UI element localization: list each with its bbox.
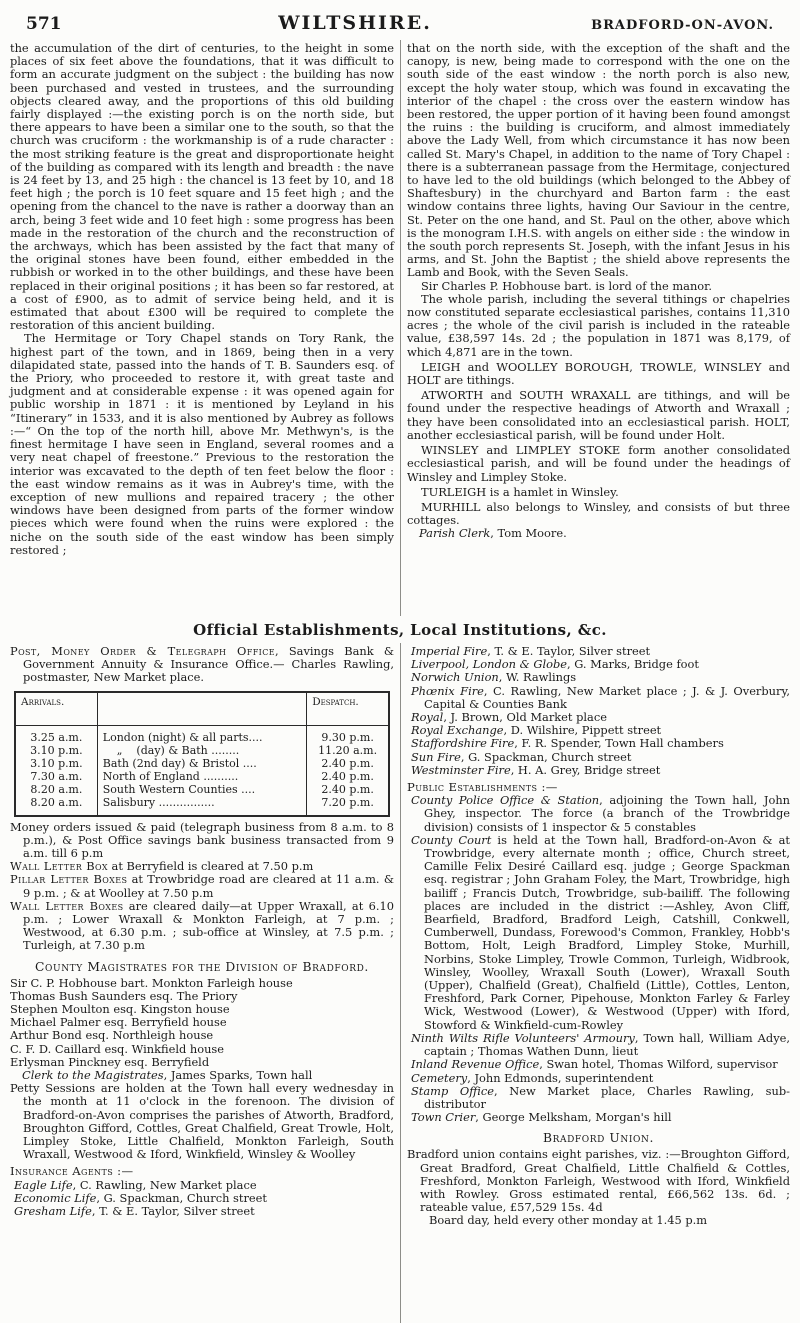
fire-office-details: , D. Wilshire, Pippett street: [503, 723, 662, 738]
pillar-letter-boxes-lead: Pillar Letter Boxes: [10, 872, 128, 887]
establishment-details: , George Melksham, Morgan's hill: [475, 1110, 672, 1125]
pillar-letter-boxes-note: [10, 873, 394, 899]
right-column-bottom: [400, 643, 796, 1323]
arrival-time: 3.25 a.m.: [15, 725, 97, 744]
despatch-time: 9.30 p.m.: [307, 725, 389, 744]
fire-office-name: Westminster Fire: [411, 762, 511, 777]
wall-letter-box-text: at Berryfield is cleared at 7.50 p.m: [107, 859, 314, 874]
hermitage-tory-chapel-paragraph: The Hermitage or Tory Chapel stands on Tory Rank, the highest part of the town, and in 1869, being then in a very dilapidated state, passed into the hands of T. B. Saunders esq. of the Priory, who proceeded to restore it, with great taste and judgment and at considerable expense : it was opened again for public worship in 1871 : it is mentioned by Leyland in his “Itinerary” in 1533, and it is also mentioned by Aubrey as follows :—“ On the top of the north hill, above Mr. Methwyn's, is the finest hermitage I have seen in England, several roomes and a very neat chapel of freestone.” Previous to the restoration the interior was excavated to the depth of ten feet below the floor : the east window remains as it was in Aubrey's time, with the exception of new mullions and repaired tracery ; the other windows have been designed from parts of the former window pieces which were found when the ruins were explored : the niche on the south side of the east window has been simply restored ;: [10, 331, 394, 557]
despatch-time: 2.40 p.m.: [307, 757, 389, 770]
insurance-company-name: Eagle Life: [14, 1177, 73, 1192]
county-title: WILTSHIRE.: [278, 12, 432, 34]
arrival-time: 3.10 p.m.: [15, 744, 97, 757]
wall-letter-boxes-text: are cleared daily—at Upper Wraxall, at 6.10 p.m. ; Lower Wraxall & Monkton Farleigh, at 7 p.m. ; Westwood, at 6.30 p.m. ; sub-office at Winsley, at 7.5 p.m. ; Turleigh, at 7.30 p.m: [23, 898, 394, 953]
magistrate-name: Thomas Bush Saunders esq. The Priory: [10, 988, 238, 1003]
parish-clerk-entry: [407, 527, 790, 540]
post-office-details: , Savings Bank & Government Annuity & Insurance Office.— Charles Rawling, postmaster, New Market place.: [23, 644, 394, 685]
wall-letter-boxes-lead: Wall Letter Boxes: [10, 898, 124, 913]
mail-table-row: [15, 770, 389, 783]
bradford-union-heading: Bradford Union.: [542, 1131, 654, 1146]
insurance-company-name: Gresham Life: [14, 1204, 92, 1219]
insurance-agent-details: , C. Rawling, New Market place: [72, 1177, 257, 1192]
tithings-atworth: ATWORTH and SOUTH WRAXALL are tithings, and will be found under the respective headings of Atworth and Wraxall ; they have been consolidated into an ecclesiastical parish. HOLT, another ecclesiastical parish, will be found under Holt.: [407, 388, 790, 442]
left-column-top: [4, 40, 400, 616]
magistrate-name: Michael Palmer esq. Berryfield house: [10, 1015, 227, 1030]
fire-office-entry: [411, 685, 790, 711]
mail-route: Bath (2nd day) & Bristol ....: [102, 756, 257, 770]
fire-office-name: Norwich Union: [411, 670, 499, 685]
public-establishment-entry: [411, 794, 790, 834]
clerk-name: , James Sparks, Town hall: [163, 1068, 313, 1083]
arrival-time: 8.20 a.m.: [15, 796, 97, 816]
money-orders-text: Money orders issued & paid (telegraph business from 8 a.m. to 8 p.m.), & Post Office savings bank business transacted from 9 a.m. till 6 p.m: [10, 819, 394, 861]
public-establishments-heading: Public Establishments :—: [407, 780, 558, 795]
despatch-time: 2.40 p.m.: [307, 770, 389, 783]
tithings-winsley: WINSLEY and LIMPLEY STOKE form another consolidated ecclesiastical parish, and will be found under the headings of Winsley and Limpley Stoke.: [407, 443, 790, 484]
fire-office-name: Royal Exchange: [411, 723, 504, 738]
fire-office-name: Staffordshire Fire: [411, 736, 515, 751]
east-window-description: that on the north side, with the exception of the shaft and the canopy, is new, being made to correspond with the one on the south side of the east window : the north porch is also new, except the holy water stoup, which was found in excavating the interior of the chapel : the cross over the eastern window has been restored, the upper portion of it having been found amongst the ruins : the building is cruciform, and almost immediately above the Lady Well, from which circumstance it has now been called St. Mary's Chapel, in addition to the name of Tory Chapel : there is a subterranean passage from the Hermitage, conjectured to have led to the old buildings (which belonged to the Abbey of Shaftesbury) in the churchyard and Barton farm : the east window contains three lights, having Our Saviour in the centre, St. Peter on the one hand, and St. Paul on the other, above which is the monogram I.H.S. with angels on either side : the window in the south porch represents St. Joseph, with the infant Jesus in his arms, and St. John the Baptist ; the shield above represents the Lamb and Book, with the Seven Seals.: [407, 41, 790, 280]
despatch-time: 11.20 a.m.: [307, 744, 389, 757]
public-establishment-entry: [411, 1111, 790, 1124]
insurance-agent-entry: [14, 1205, 394, 1218]
lower-text-columns: [0, 643, 800, 1323]
mail-route: London (night) & all parts....: [102, 730, 263, 744]
pillar-letter-boxes-text: at Trowbridge road are cleared at 11 a.m. & 9 p.m. ; & at Woolley at 7.50 p.m: [23, 872, 394, 900]
magistrate-name: Erlysman Pinckney esq. Berryfield: [10, 1054, 210, 1069]
public-establishment-entry: [411, 1085, 790, 1111]
turleigh-note: TURLEIGH is a hamlet in Winsley.: [421, 484, 619, 499]
mail-route: South Western Counties ....: [102, 782, 256, 796]
post-office-entry: [10, 645, 394, 685]
establishment-name: County Police Office & Station: [411, 793, 600, 808]
murhill-note: MURHILL also belongs to Winsley, and consists of but three cottages.: [407, 499, 790, 528]
fire-office-details: , J. Brown, Old Market place: [443, 710, 607, 725]
tithings-leigh: LEIGH and WOOLLEY BOROUGH, TROWLE, WINSLEY and HOLT are tithings.: [407, 359, 790, 388]
wall-letter-box-lead: Wall Letter Box: [10, 859, 108, 874]
mail-table: [14, 691, 390, 817]
establishment-name: Inland Revenue Office: [411, 1057, 540, 1072]
fire-office-name: Sun Fire: [411, 749, 461, 764]
fire-office-name: Phœnix Fire: [411, 683, 484, 698]
insurance-agent-details: , T. & E. Taylor, Silver street: [91, 1204, 255, 1219]
mail-route: Salisbury ................: [102, 795, 215, 809]
public-establishment-entry: [411, 834, 790, 1032]
magistrate-name: Stephen Moulton esq. Kingston house: [10, 1002, 230, 1017]
fire-office-name: Royal: [411, 710, 444, 725]
establishment-details: , Town hall, William Adye, captain ; Thomas Wathen Dunn, lieut: [424, 1030, 790, 1059]
establishment-details: is held at the Town hall, Bradford-on-Avon & at Trowbridge, every alternate month ; office, Church street, Camille Felix Desiré Caillard esq. judge ; George Spackman esq. registrar ; John Graham Foley, the Mart, Trowbridge, high bailiff ; Francis Dutch, Trowbridge, sub-bailiff. The following places are included in the district :—Ashley, Avon Cliff, Bearfield, Bradford, Bradford Leigh, Catshill, Conkwell, Cumberwell, Dundass, Forewood's Common, Frankley, Hobb's Bottom, Holt, Leigh Bradford, Limpley Stoke, Murhill, Norbins, Stoke Limpley, Trowle Common, Turleigh, Widbrook, Winsley, Woolley, Wraxall South (Lower), Wraxall South (Upper), Chalfield (Great), Chalfield (Little), Cottles, Lenton, Freshford, Park Corner, Pipehouse, Monkton Farley & Farley Wick, Westwood (Lower), & Westwood (Upper) with Iford, Stowford & Winkfield-cum-Rowley: [424, 832, 790, 1032]
mail-table-row: [15, 725, 389, 744]
wall-letter-boxes-note: [10, 900, 394, 953]
fire-office-name: Imperial Fire: [411, 644, 488, 658]
fire-office-details: , W. Rawlings: [498, 670, 577, 685]
petty-sessions-paragraph: Petty Sessions are holden at the Town hall every wednesday in the month at 11 o'clock in the forenoon. The division of Bradford-on-Avon comprises the parishes of Atworth, Bradford, Broughton Gifford, Cottles, Great Chalfield, Great Trowle, Holt, Limpley Stoke, Little Chalfield, Monkton Farleigh, South Wraxall, Westwood & Iford, Winkfield, Winsley & Woolley: [10, 1081, 394, 1162]
establishment-details: , New Market place, Charles Rawling, sub-distributor: [424, 1083, 790, 1111]
fire-office-details: , F. R. Spender, Town Hall chambers: [514, 736, 724, 751]
establishment-name: County Court: [411, 832, 492, 847]
establishment-name: Town Crier: [411, 1110, 476, 1125]
board-day-note: Board day, held every other monday at 1.45 p.m: [429, 1213, 708, 1228]
money-orders-note: [10, 821, 394, 861]
parish-clerk-title: Parish Clerk: [419, 526, 491, 541]
fire-office-details: , H. A. Grey, Bridge street: [510, 762, 661, 777]
despatch-time: 2.40 p.m.: [307, 783, 389, 796]
mail-table-row: [15, 744, 389, 757]
establishment-details: , John Edmonds, superintendent: [467, 1070, 654, 1085]
fire-office-details: , G. Spackman, Church street: [460, 749, 632, 764]
place-title: BRADFORD-ON-AVON.: [591, 18, 774, 33]
public-establishment-entry: [411, 1032, 790, 1058]
parish-statistics: The whole parish, including the several tithings or chapelries now constituted separate ecclesiastical parishes, contains 11,310 acres ; the whole of the civil parish is included in the rateable value, £38,597 14s. 2d ; the population in 1871 was 8,179, of which 4,871 are in the town.: [407, 291, 790, 359]
fire-office-details: , T. & E. Taylor, Silver street: [487, 644, 651, 658]
insurance-agent-details: , G. Spackman, Church street: [96, 1190, 267, 1205]
fire-office-name: Liverpool, London & Globe: [411, 657, 567, 672]
page-header: [0, 0, 800, 40]
mail-route: „ (day) & Bath ........: [102, 743, 240, 757]
upper-text-columns: [0, 40, 800, 616]
mail-table-despatch-header: Despatch.: [307, 692, 389, 726]
church-description-continued: the accumulation of the dirt of centuries, to the height in some places of six feet above the foundations, that it was difficult to form an accurate judgment on the subject : the building has now been purchased and vested in trustees, and the surrounding objects cleared away, and the proportions of this old building fairly displayed :—the existing porch is on the north side, but there appears to have been a similar one to the south, so that the church was cruciform : the workmanship is of a rude character : the most striking feature is the great and disproportionate height of the building as compared with its length and breadth : the nave is 24 feet by 13, and 25 high : the chancel is 13 feet by 10, and 18 feet high ; the porch is 10 feet square and 15 feet high ; and the opening from the chancel to the nave is rather a doorway than an arch, being 3 feet wide and 10 feet high : some progress has been made in the restoration of the church and the reconstruction of the archways, which has been assisted by the fact that many of the original stones have been found, either embedded in the rubbish or worked in to the other buildings, and these have been replaced in their original positions ; it has been so far restored, at a cost of £900, as to admit of service being held, and it is estimated that about £300 will be required to complete the restoration of this ancient building.: [10, 41, 394, 333]
magistrate-name: Sir C. P. Hobhouse bart. Monkton Farleigh house: [10, 975, 293, 990]
lord-of-manor-note: Sir Charles P. Hobhouse bart. is lord of the manor.: [421, 278, 712, 293]
arrival-time: 8.20 a.m.: [15, 783, 97, 796]
establishment-name: Stamp Office: [411, 1083, 495, 1098]
left-column-bottom: [4, 643, 400, 1323]
establishment-details: , Swan hotel, Thomas Wilford, supervisor: [539, 1057, 778, 1072]
fire-office-details: , G. Marks, Bridge foot: [566, 657, 699, 672]
magistrate-name: C. F. D. Caillard esq. Winkfield house: [10, 1041, 224, 1056]
bradford-union-paragraph: Bradford union contains eight parishes, viz. :—Broughton Gifford, Great Bradford, Great Chalfield, Little Chalfield & Cottles, Freshford, Monkton Farleigh, Westwood with Iford, Winkfield with Rowley. Gross estimated rental, £66,562 13s. 6d. ; rateable value, £57,529 15s. 4d: [407, 1147, 790, 1215]
insurance-company-name: Economic Life: [14, 1190, 97, 1205]
post-office-title: Post, Money Order & Telegraph Office: [10, 644, 276, 658]
fire-office-entry: [411, 764, 790, 777]
clerk-title: Clerk to the Magistrates: [22, 1068, 164, 1083]
magistrate-name: Arthur Bond esq. Northleigh house: [10, 1028, 214, 1043]
mail-table-row: [15, 796, 389, 816]
mail-table-route-header: [97, 692, 306, 726]
mail-route: North of England ..........: [102, 769, 239, 783]
establishment-details: , adjoining the Town hall, John Ghey, inspector. The force (a branch of the Trowbridge division) consists of 1 inspector & 5 constables: [424, 793, 790, 834]
mail-table-row: [15, 757, 389, 770]
establishment-name: Cemetery: [411, 1070, 468, 1085]
arrival-time: 3.10 p.m.: [15, 757, 97, 770]
despatch-time: 7.20 p.m.: [307, 796, 389, 816]
establishment-name: Ninth Wilts Rifle Volunteers' Armoury: [411, 1030, 635, 1045]
section-heading: Official Establishments, Local Institutions, &c.: [193, 621, 607, 639]
page-number: 571: [26, 14, 62, 34]
mail-table-arrivals-header: Arrivals.: [15, 692, 97, 726]
mail-table-row: [15, 783, 389, 796]
parish-clerk-name: , Tom Moore.: [490, 526, 567, 541]
fire-office-details: , C. Rawling, New Market place ; J. & J. Overbury, Capital & Counties Bank: [424, 683, 790, 711]
right-column-top: [400, 40, 796, 616]
insurance-agents-heading: Insurance Agents :—: [10, 1164, 134, 1179]
arrival-time: 7.30 a.m.: [15, 770, 97, 783]
magistrates-heading: County Magistrates for the Division of Bradford.: [35, 959, 369, 974]
